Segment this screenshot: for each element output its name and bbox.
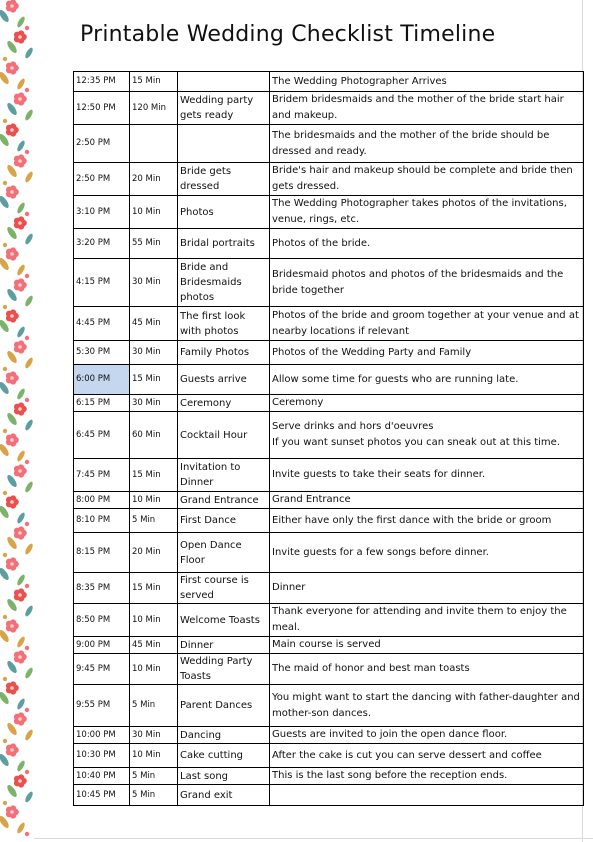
time-text: 3:10 PM bbox=[76, 206, 111, 217]
duration-cell[interactable] bbox=[130, 533, 178, 573]
page-title: Printable Wedding Checklist Timeline bbox=[80, 22, 496, 47]
task-cell[interactable] bbox=[178, 125, 270, 163]
task-text: Cocktail Hour bbox=[180, 429, 248, 441]
duration-text: 30 Min bbox=[132, 347, 161, 357]
task-cell[interactable] bbox=[178, 229, 270, 259]
task-cell[interactable] bbox=[178, 637, 270, 654]
duration-cell[interactable] bbox=[130, 395, 178, 412]
time-text: 8:10 PM bbox=[76, 515, 111, 525]
task-cell[interactable] bbox=[178, 459, 270, 492]
task-text: Dancing bbox=[180, 729, 222, 741]
time-text: 8:50 PM bbox=[76, 614, 111, 625]
table-row bbox=[74, 72, 584, 92]
details-cell[interactable] bbox=[270, 768, 584, 785]
time-text: 8:00 PM bbox=[76, 494, 111, 505]
task-cell[interactable] bbox=[178, 685, 270, 727]
task-text: Grand Entrance bbox=[180, 494, 259, 506]
duration-cell[interactable] bbox=[130, 654, 178, 685]
details-cell[interactable] bbox=[270, 125, 584, 163]
task-text: The first look with photos bbox=[180, 310, 246, 337]
duration-text: 60 Min bbox=[132, 429, 161, 440]
duration-text: 5 Min bbox=[132, 770, 156, 781]
task-text: Wedding party gets ready bbox=[180, 95, 254, 121]
table-row bbox=[74, 92, 584, 125]
time-text: 9:00 PM bbox=[76, 639, 111, 650]
task-text: Parent Dances bbox=[180, 700, 253, 711]
task-cell[interactable] bbox=[178, 744, 270, 768]
time-text: 12:50 PM bbox=[76, 102, 116, 113]
table-row bbox=[74, 412, 584, 459]
time-text: 2:50 PM bbox=[76, 173, 111, 184]
time-cell[interactable] bbox=[74, 459, 130, 492]
time-cell[interactable] bbox=[74, 259, 130, 307]
table-row bbox=[74, 727, 584, 744]
duration-cell[interactable] bbox=[130, 509, 178, 533]
time-text: 10:30 PM bbox=[76, 750, 116, 760]
duration-cell[interactable] bbox=[130, 637, 178, 654]
details-text: The bridesmaids and the mother of the bride should be dressed and ready. bbox=[272, 129, 550, 157]
duration-text: 20 Min bbox=[132, 547, 161, 557]
time-text: 6:00 PM bbox=[76, 374, 111, 384]
details-cell[interactable] bbox=[270, 727, 584, 744]
task-text: Wedding Party Toasts bbox=[180, 656, 253, 682]
table-row bbox=[74, 492, 584, 509]
duration-cell[interactable] bbox=[130, 412, 178, 459]
details-cell[interactable] bbox=[270, 395, 584, 412]
details-cell[interactable] bbox=[270, 744, 584, 768]
duration-cell[interactable] bbox=[130, 196, 178, 229]
task-text: Cake cutting bbox=[180, 750, 244, 761]
duration-cell[interactable] bbox=[130, 573, 178, 604]
task-text: Grand exit bbox=[180, 789, 233, 801]
duration-cell[interactable] bbox=[130, 259, 178, 307]
time-text: 4:45 PM bbox=[76, 318, 111, 328]
details-cell[interactable] bbox=[270, 533, 584, 573]
task-text: Bridal portraits bbox=[180, 238, 255, 249]
details-cell[interactable] bbox=[270, 92, 584, 125]
duration-text: 15 Min bbox=[132, 76, 161, 86]
task-cell[interactable] bbox=[178, 654, 270, 685]
details-cell[interactable] bbox=[270, 785, 584, 806]
time-cell[interactable] bbox=[74, 229, 130, 259]
duration-cell[interactable] bbox=[130, 72, 178, 92]
time-text: 4:15 PM bbox=[76, 277, 111, 287]
task-text: Invitation to Dinner bbox=[180, 462, 241, 488]
details-cell[interactable] bbox=[270, 341, 584, 365]
details-text: Serve drinks and hors d'oeuvres bbox=[272, 421, 434, 432]
details-cell[interactable] bbox=[270, 509, 584, 533]
time-cell[interactable] bbox=[74, 533, 130, 573]
details-text: Bridem bridesmaids and the mother of the bride start hair and makeup. bbox=[272, 94, 564, 121]
duration-cell[interactable] bbox=[130, 492, 178, 509]
details-text: The Wedding Photographer takes photos of the invitations, venue, rings, etc. bbox=[272, 198, 567, 225]
details-cell[interactable] bbox=[270, 685, 584, 727]
duration-cell[interactable] bbox=[130, 604, 178, 637]
time-text: 8:15 PM bbox=[76, 547, 111, 557]
time-text: 10:00 PM bbox=[76, 729, 116, 740]
details-text: The Wedding Photographer Arrives bbox=[272, 75, 447, 87]
time-text: 5:30 PM bbox=[76, 347, 111, 357]
duration-cell[interactable] bbox=[130, 768, 178, 785]
task-text: Guests arrive bbox=[180, 374, 247, 385]
time-text: 10:40 PM bbox=[76, 770, 116, 781]
time-cell[interactable] bbox=[74, 573, 130, 604]
task-cell[interactable] bbox=[178, 533, 270, 573]
table-row bbox=[74, 654, 584, 685]
task-cell[interactable] bbox=[178, 573, 270, 604]
details-text: Allow some time for guests who are running late. bbox=[272, 373, 519, 385]
duration-text: 5 Min bbox=[132, 700, 156, 710]
sheet-gridline bbox=[34, 838, 593, 839]
table-row bbox=[74, 229, 584, 259]
details-text: The maid of honor and best man toasts bbox=[272, 663, 470, 674]
details-cell[interactable] bbox=[270, 573, 584, 604]
details-text: If you want sunset photos you can sneak out at this time. bbox=[272, 437, 560, 448]
duration-cell[interactable] bbox=[130, 365, 178, 395]
table-row bbox=[74, 395, 584, 412]
task-cell[interactable] bbox=[178, 92, 270, 125]
task-text: Photos bbox=[180, 206, 214, 218]
details-text: Thank everyone for attending and invite them to enjoy the meal. bbox=[272, 606, 567, 633]
table-row bbox=[74, 637, 584, 654]
duration-cell[interactable] bbox=[130, 125, 178, 163]
duration-cell[interactable] bbox=[130, 685, 178, 727]
time-cell[interactable] bbox=[74, 92, 130, 125]
duration-text: 30 Min bbox=[132, 397, 161, 408]
details-cell[interactable] bbox=[270, 492, 584, 509]
task-cell[interactable] bbox=[178, 365, 270, 395]
details-cell[interactable] bbox=[270, 72, 584, 92]
time-cell[interactable] bbox=[74, 685, 130, 727]
details-cell[interactable] bbox=[270, 412, 584, 459]
table-row bbox=[74, 307, 584, 341]
table-row bbox=[74, 768, 584, 785]
task-cell[interactable] bbox=[178, 307, 270, 341]
details-cell[interactable] bbox=[270, 637, 584, 654]
table-row bbox=[74, 459, 584, 492]
time-text: 7:45 PM bbox=[76, 469, 111, 480]
time-text: 9:55 PM bbox=[76, 700, 111, 710]
details-cell[interactable] bbox=[270, 196, 584, 229]
details-cell[interactable] bbox=[270, 163, 584, 196]
task-cell[interactable] bbox=[178, 259, 270, 307]
time-text: 2:50 PM bbox=[76, 138, 111, 148]
task-cell[interactable] bbox=[178, 785, 270, 806]
duration-text: 45 Min bbox=[132, 639, 161, 650]
time-cell[interactable] bbox=[74, 365, 130, 395]
details-text: You might want to start the dancing with father-daughter and mother-son dances. bbox=[272, 691, 580, 719]
duration-text: 30 Min bbox=[132, 729, 161, 740]
table-row bbox=[74, 509, 584, 533]
details-cell[interactable] bbox=[270, 307, 584, 341]
time-cell[interactable] bbox=[74, 768, 130, 785]
time-cell[interactable] bbox=[74, 341, 130, 365]
duration-text: 15 Min bbox=[132, 374, 161, 384]
duration-cell[interactable] bbox=[130, 163, 178, 196]
duration-cell[interactable] bbox=[130, 92, 178, 125]
time-text: 10:45 PM bbox=[76, 789, 116, 800]
time-cell[interactable] bbox=[74, 727, 130, 744]
details-text: After the cake is cut you can serve dessert and coffee bbox=[272, 749, 542, 761]
time-cell[interactable] bbox=[74, 196, 130, 229]
duration-cell[interactable] bbox=[130, 785, 178, 806]
task-cell[interactable] bbox=[178, 768, 270, 785]
time-text: 9:45 PM bbox=[76, 663, 111, 674]
time-cell[interactable] bbox=[74, 307, 130, 341]
task-text: Bride and Bridesmaids photos bbox=[180, 262, 242, 303]
duration-text: 15 Min bbox=[132, 582, 161, 593]
details-cell[interactable] bbox=[270, 604, 584, 637]
task-text: Open Dance Floor bbox=[180, 539, 242, 566]
task-text: Bride gets dressed bbox=[180, 166, 232, 192]
time-cell[interactable] bbox=[74, 412, 130, 459]
table-row bbox=[74, 785, 584, 806]
details-cell[interactable] bbox=[270, 365, 584, 395]
task-text: First course is served bbox=[180, 575, 249, 601]
details-text: Grand Entrance bbox=[272, 494, 351, 505]
task-cell[interactable] bbox=[178, 395, 270, 412]
details-text: Invite guests to take their seats for dinner. bbox=[272, 469, 486, 480]
duration-text: 55 Min bbox=[132, 238, 161, 248]
task-text: Last song bbox=[180, 770, 229, 782]
details-text: This is the last song before the reception ends. bbox=[272, 770, 508, 781]
time-text: 6:15 PM bbox=[76, 397, 111, 408]
time-cell[interactable] bbox=[74, 395, 130, 412]
duration-cell[interactable] bbox=[130, 459, 178, 492]
table-row bbox=[74, 533, 584, 573]
details-text: Photos of the Wedding Party and Family bbox=[272, 346, 472, 358]
details-cell[interactable] bbox=[270, 259, 584, 307]
duration-text: 5 Min bbox=[132, 515, 156, 525]
details-text: Photos of the bride. bbox=[272, 237, 371, 249]
floral-border bbox=[0, 0, 34, 842]
task-cell[interactable] bbox=[178, 509, 270, 533]
details-text: Bridesmaid photos and photos of the bridesmaids and the bride together bbox=[272, 268, 564, 296]
time-cell[interactable] bbox=[74, 72, 130, 92]
task-cell[interactable] bbox=[178, 412, 270, 459]
duration-text: 15 Min bbox=[132, 469, 161, 480]
task-text: Dinner bbox=[180, 639, 214, 651]
duration-text: 10 Min bbox=[132, 750, 161, 760]
time-text: 12:35 PM bbox=[76, 76, 116, 86]
table-row bbox=[74, 163, 584, 196]
duration-text: 120 Min bbox=[132, 102, 167, 113]
duration-text: 5 Min bbox=[132, 789, 156, 800]
duration-text: 10 Min bbox=[132, 206, 161, 217]
task-cell[interactable] bbox=[178, 196, 270, 229]
details-text: Photos of the bride and groom together at your venue and at nearby locations if relevant bbox=[272, 309, 579, 337]
details-cell[interactable] bbox=[270, 459, 584, 492]
time-cell[interactable] bbox=[74, 492, 130, 509]
time-cell[interactable] bbox=[74, 604, 130, 637]
task-cell[interactable] bbox=[178, 341, 270, 365]
time-cell[interactable] bbox=[74, 654, 130, 685]
task-text: Ceremony bbox=[180, 397, 232, 409]
table-row bbox=[74, 365, 584, 395]
table-row bbox=[74, 744, 584, 768]
task-cell[interactable] bbox=[178, 163, 270, 196]
duration-text: 10 Min bbox=[132, 494, 161, 505]
table-row bbox=[74, 573, 584, 604]
details-text: Bride's hair and makeup should be complete and bride then gets dressed. bbox=[272, 165, 573, 192]
duration-text: 10 Min bbox=[132, 663, 161, 674]
time-text: 3:20 PM bbox=[76, 238, 111, 248]
duration-cell[interactable] bbox=[130, 307, 178, 341]
details-text: Ceremony bbox=[272, 397, 324, 408]
timeline-table bbox=[73, 71, 584, 806]
table-row bbox=[74, 259, 584, 307]
duration-text: 10 Min bbox=[132, 614, 161, 625]
details-text: Either have only the first dance with the bride or groom bbox=[272, 514, 552, 526]
details-text: Invite guests for a few songs before dinner. bbox=[272, 546, 489, 558]
time-cell[interactable] bbox=[74, 163, 130, 196]
duration-text: 20 Min bbox=[132, 173, 161, 184]
task-text: Welcome Toasts bbox=[180, 614, 260, 626]
details-cell[interactable] bbox=[270, 654, 584, 685]
table-row bbox=[74, 341, 584, 365]
duration-cell[interactable] bbox=[130, 229, 178, 259]
time-cell[interactable] bbox=[74, 637, 130, 654]
task-text: Family Photos bbox=[180, 347, 250, 358]
time-cell[interactable] bbox=[74, 785, 130, 806]
time-cell[interactable] bbox=[74, 509, 130, 533]
details-text: Guests are invited to join the open dance floor. bbox=[272, 729, 508, 740]
details-cell[interactable] bbox=[270, 229, 584, 259]
table-row bbox=[74, 604, 584, 637]
time-text: 8:35 PM bbox=[76, 582, 111, 593]
details-text: Main course is served bbox=[272, 639, 381, 650]
task-text: First Dance bbox=[180, 515, 237, 526]
table-row bbox=[74, 125, 584, 163]
duration-cell[interactable] bbox=[130, 341, 178, 365]
task-cell[interactable] bbox=[178, 727, 270, 744]
duration-text: 45 Min bbox=[132, 318, 161, 328]
task-cell[interactable] bbox=[178, 72, 270, 92]
task-cell[interactable] bbox=[178, 492, 270, 509]
details-text: Dinner bbox=[272, 582, 306, 593]
table-row bbox=[74, 196, 584, 229]
table-row bbox=[74, 685, 584, 727]
task-cell[interactable] bbox=[178, 604, 270, 637]
time-text: 6:45 PM bbox=[76, 429, 111, 440]
duration-cell[interactable] bbox=[130, 727, 178, 744]
time-cell[interactable] bbox=[74, 744, 130, 768]
duration-cell[interactable] bbox=[130, 744, 178, 768]
time-cell[interactable] bbox=[74, 125, 130, 163]
duration-text: 30 Min bbox=[132, 277, 161, 287]
